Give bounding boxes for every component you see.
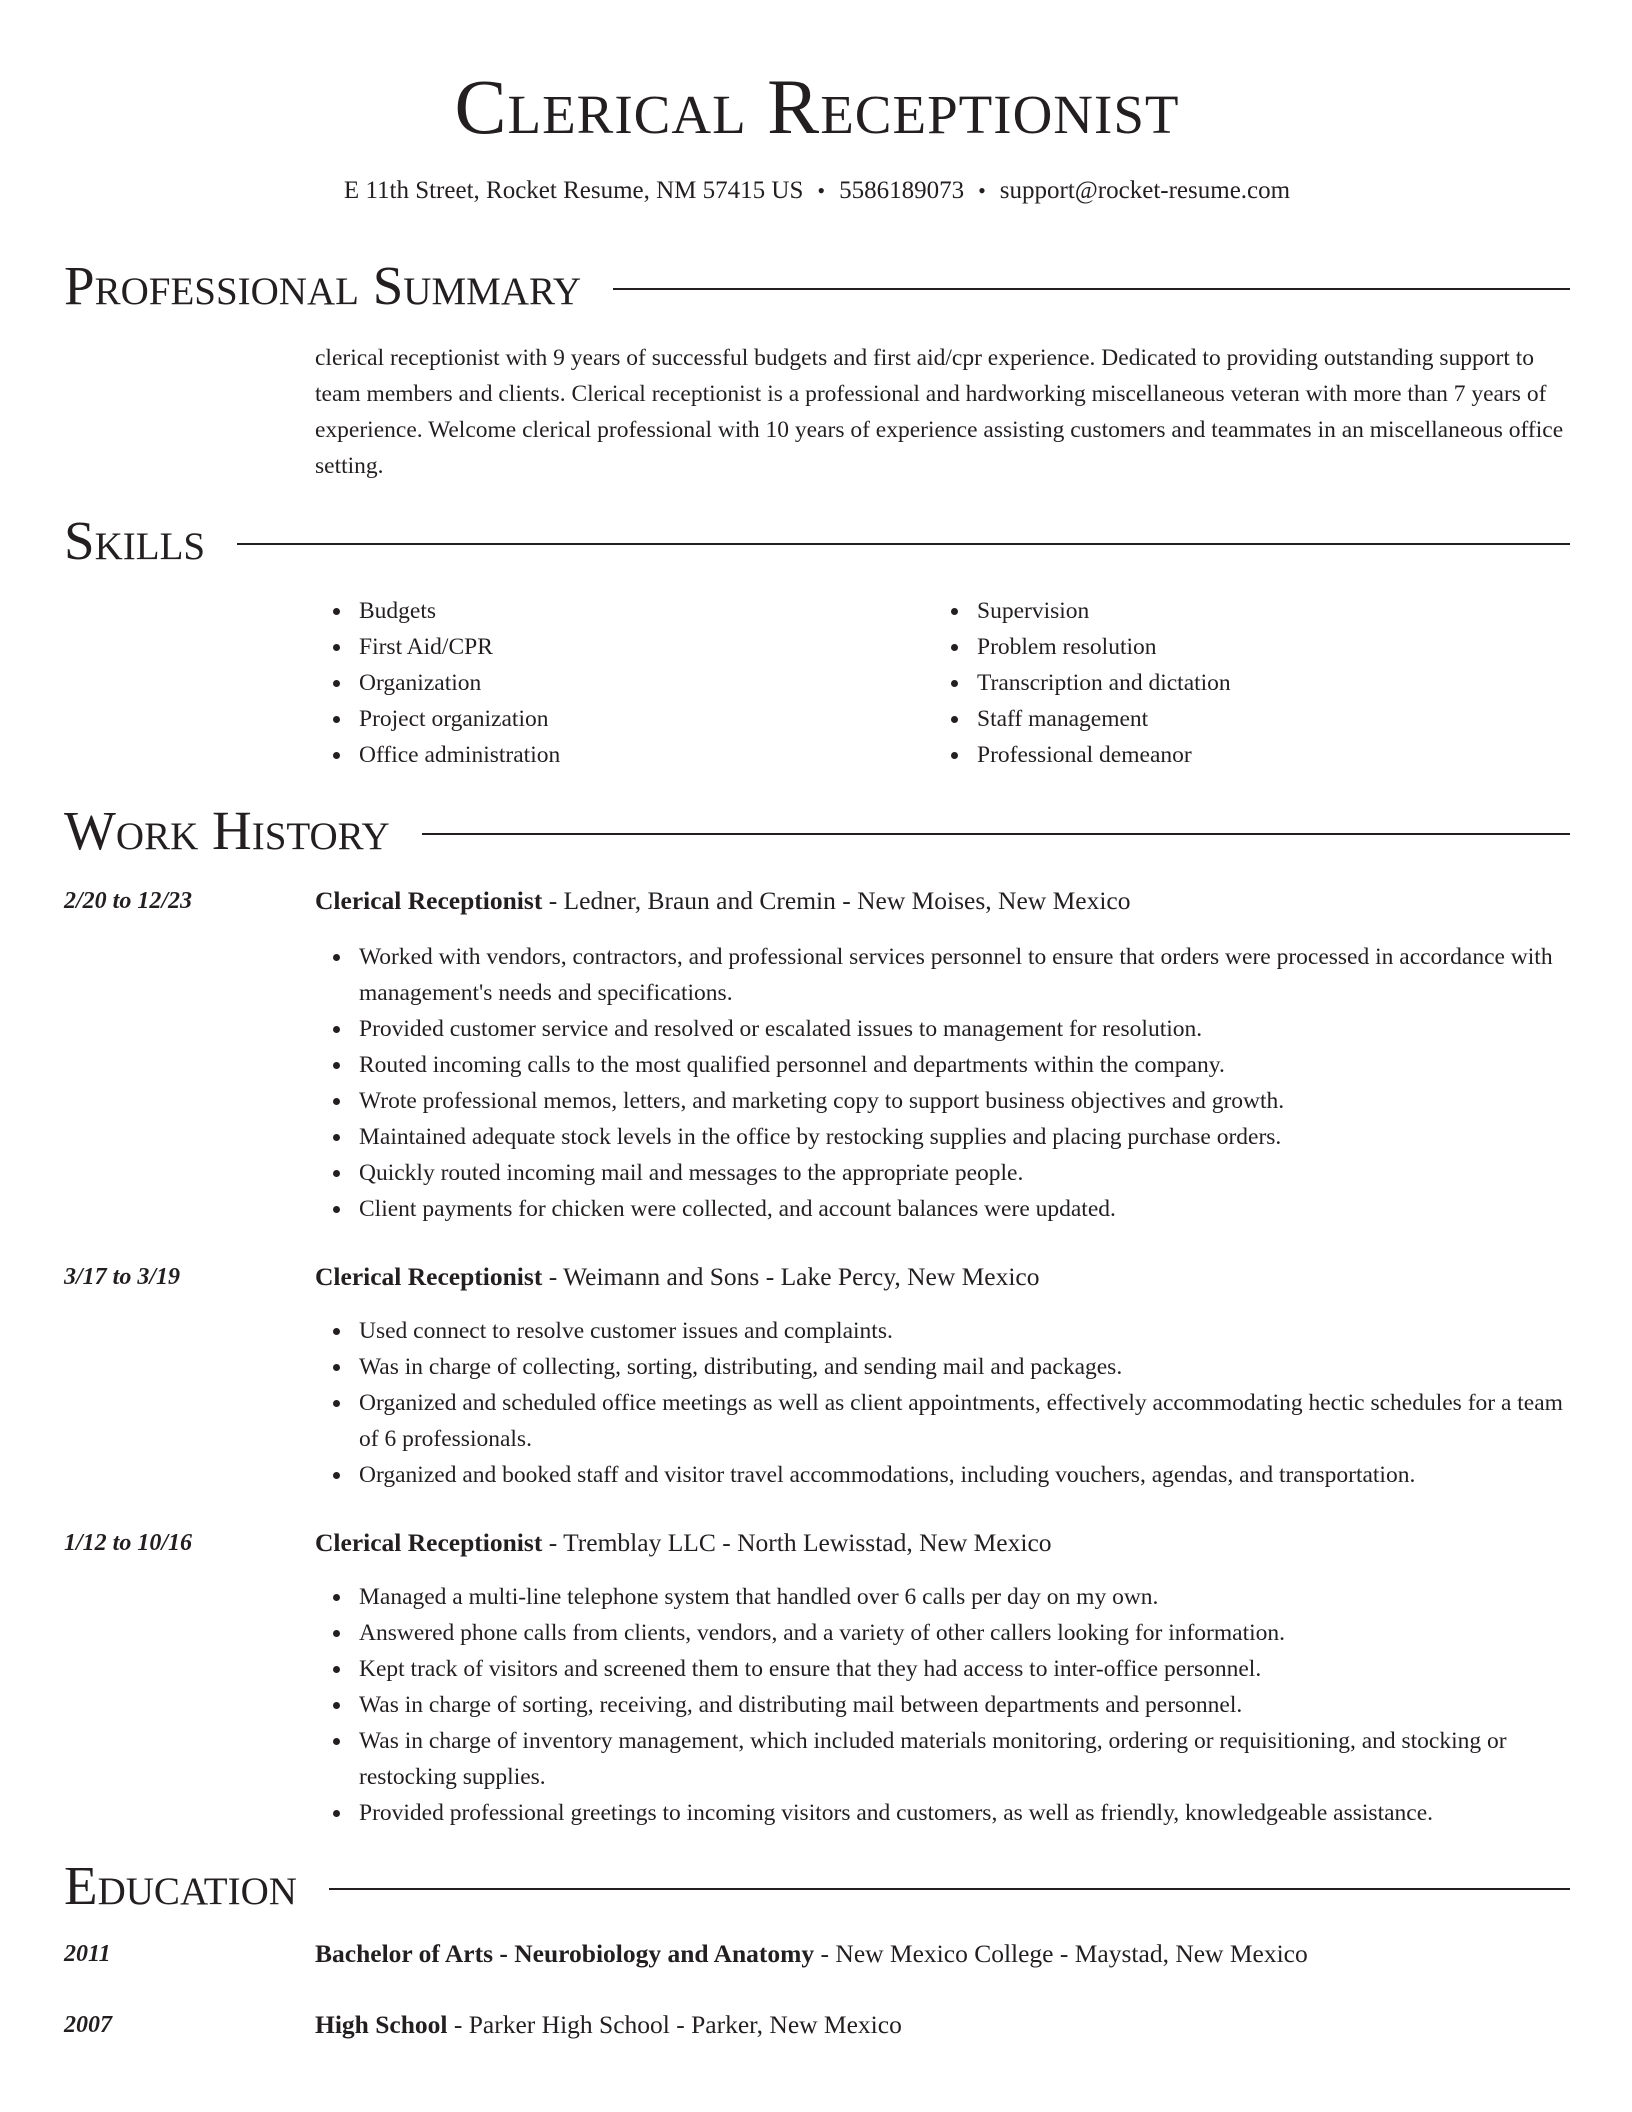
contact-line [64,174,1570,208]
job-bullet: Routed incoming calls to the most qualified personnel and departments within the company. [315,1047,1571,1083]
skill-item: Supervision [933,593,1533,629]
job-bullet: Maintained adequate stock levels in the office by restocking supplies and placing purchase orders. [315,1119,1571,1155]
job-bullet: Provided professional greetings to incoming visitors and customers, as well as friendly, knowledgeable assistance. [315,1795,1571,1831]
section-divider [329,1888,1570,1890]
job-details: - Tremblay LLC - North Lewisstad, New Mexico [542,1528,1052,1557]
job-title: Clerical Receptionist [315,1262,543,1291]
education-entry [315,2008,1571,2042]
skill-item: Budgets [315,593,915,629]
job-title: Clerical Receptionist [315,886,543,915]
section-divider [422,833,1570,835]
address: E 11th Street, Rocket Resume, NM 57415 US [343,177,804,204]
skill-item: Project organization [315,701,915,737]
job-bullet: Client payments for chicken were collected, and account balances were updated. [315,1191,1571,1227]
skills-list-left [315,593,915,773]
education-details: - New Mexico College - Maystad, New Mexico [814,1939,1308,1968]
job-bullet: Organized and scheduled office meetings as well as client appointments, effectively accommodating hectic schedules for a team of 6 professionals. [315,1385,1571,1457]
education-details: - Parker High School - Parker, New Mexico [447,2010,902,2039]
job-bullets [315,1313,1571,1493]
job-details: - Weimann and Sons - Lake Percy, New Mexico [542,1262,1040,1291]
job-title-line [315,1260,1571,1294]
job-bullet: Answered phone calls from clients, vendors, and a variety of other callers looking for information. [315,1615,1571,1651]
education-year: 2007 [64,2012,112,2038]
work-section-heading [64,798,1570,864]
skill-item: Office administration [315,737,915,773]
email: support@rocket-resume.com [999,177,1291,204]
skill-item: First Aid/CPR [315,629,915,665]
job-bullet: Was in charge of inventory management, which included materials monitoring, ordering or requisitioning, and stocking or restocking supplies. [315,1723,1571,1795]
job-bullet: Worked with vendors, contractors, and professional services personnel to ensure that orders were processed in accordance with management's needs and specifications. [315,939,1571,1011]
section-title: Professional Summary [64,255,582,316]
skill-item: Organization [315,665,915,701]
separator-dot: • [978,178,986,203]
job-bullet: Was in charge of sorting, receiving, and distributing mail between departments and personnel. [315,1687,1571,1723]
skill-item: Problem resolution [933,629,1533,665]
section-title: Work History [64,800,390,861]
job-bullet: Managed a multi-line telephone system that handled over 6 calls per day on my own. [315,1579,1571,1615]
section-divider [237,543,1570,545]
job-bullet: Was in charge of collecting, sorting, distributing, and sending mail and packages. [315,1349,1571,1385]
skills-list-right [933,593,1533,773]
job-bullet: Kept track of visitors and screened them to ensure that they had access to inter-office personnel. [315,1651,1571,1687]
job-title-line [315,1526,1571,1560]
education-degree: Bachelor of Arts - Neurobiology and Anatomy [315,1939,815,1968]
job-details: - Ledner, Braun and Cremin - New Moises, New Mexico [542,886,1131,915]
separator-dot: • [817,178,826,203]
section-title: Education [64,1855,297,1916]
job-bullet: Wrote professional memos, letters, and marketing copy to support business objectives and growth. [315,1083,1571,1119]
skill-item: Staff management [933,701,1533,737]
job-bullet: Quickly routed incoming mail and messages to the appropriate people. [315,1155,1571,1191]
job-bullets [315,1579,1571,1831]
job-bullet: Provided customer service and resolved or escalated issues to management for resolution. [315,1011,1571,1047]
education-degree: High School [315,2010,448,2039]
education-section-heading [64,1853,1570,1919]
job-dates: 3/17 to 3/19 [64,1264,181,1290]
phone: 5586189073 [839,177,965,204]
summary-section-heading [64,253,1570,319]
education-entry [315,1937,1571,1971]
section-title: Skills [64,510,206,571]
job-title-line [315,884,1571,918]
job-dates: 1/12 to 10/16 [64,1530,193,1556]
education-year: 2011 [64,1941,111,1967]
skills-section-heading [64,508,1570,574]
job-bullets [315,939,1571,1227]
job-bullet: Used connect to resolve customer issues and complaints. [315,1313,1571,1349]
job-dates: 2/20 to 12/23 [64,888,193,914]
section-divider [613,288,1570,290]
job-title: Clerical Receptionist [315,1528,543,1557]
summary-text: clerical receptionist with 9 years of successful budgets and first aid/cpr experience. Dedicated to providing outstanding support to team members and clients. Clerical receptionist is a professional and hardworking miscellaneous veteran with more than 7 years of experience. Welcome clerical professional with 10 years of experience assisting customers and teammates in an miscellaneous office setting. [315,345,1564,479]
job-bullet: Organized and booked staff and visitor travel accommodations, including vouchers, agendas, and transportation. [315,1457,1571,1493]
candidate-name: Clerical Receptionist [454,63,1180,150]
skill-item: Professional demeanor [933,737,1533,773]
skill-item: Transcription and dictation [933,665,1533,701]
